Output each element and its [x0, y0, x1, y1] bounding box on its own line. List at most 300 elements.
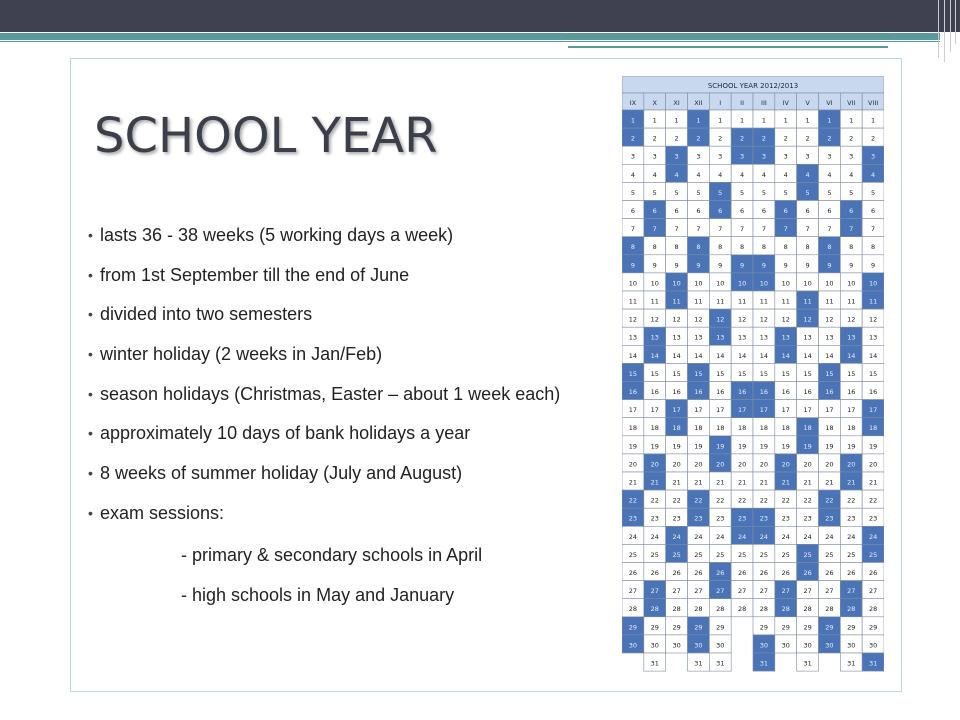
day-number: 12: [628, 315, 638, 324]
day-number: 14: [781, 351, 790, 360]
day-number: 15: [781, 369, 790, 378]
day-number: 12: [694, 315, 703, 324]
day-number: 14: [672, 351, 681, 360]
day-number: 11: [825, 297, 834, 306]
day-number: 9: [740, 261, 745, 270]
day-number: 22: [716, 496, 725, 505]
bullet-text: exam sessions:: [100, 502, 225, 523]
day-number: 15: [672, 369, 681, 378]
bullet-text: approximately 10 days of bank holidays a year: [100, 423, 471, 444]
month-header-label: IV: [782, 99, 789, 107]
day-number: 21: [672, 478, 681, 487]
day-number: 25: [781, 550, 790, 559]
day-number: 3: [674, 152, 679, 161]
bullet-text: winter holiday (2 weeks in Jan/Feb): [100, 344, 383, 365]
day-number: 20: [803, 460, 812, 469]
day-number: 29: [847, 623, 856, 632]
day-number: 10: [694, 279, 703, 288]
day-number: 4: [827, 170, 832, 179]
bullet-text: divided into two semesters: [100, 304, 313, 325]
day-number: 14: [628, 351, 638, 360]
day-number: 19: [803, 442, 812, 451]
day-number: 7: [849, 225, 854, 234]
day-number: 4: [871, 170, 876, 179]
day-number: 3: [696, 152, 701, 161]
day-number: 10: [825, 279, 834, 288]
day-number: 5: [630, 188, 635, 197]
day-number: 18: [759, 424, 769, 433]
day-number: 26: [628, 569, 638, 577]
day-number: 19: [672, 442, 681, 451]
day-number: 16: [716, 388, 725, 396]
day-number: 22: [868, 496, 878, 505]
day-number: 20: [868, 460, 878, 469]
day-number: 9: [761, 261, 766, 270]
day-number: 15: [737, 369, 747, 378]
day-number: 17: [694, 406, 703, 415]
day-number: 16: [628, 388, 638, 396]
day-number: 14: [803, 351, 812, 360]
day-number: 7: [740, 225, 745, 234]
day-number: 25: [716, 550, 725, 559]
day-number: 22: [825, 496, 834, 505]
day-number: 29: [650, 623, 659, 632]
day-number: 20: [737, 460, 747, 469]
day-number: 24: [759, 532, 769, 541]
day-number: 19: [650, 442, 659, 451]
day-number: 30: [759, 641, 769, 650]
month-header-label: XII: [694, 99, 703, 107]
bullet-item: [88, 262, 560, 302]
day-number: 1: [674, 116, 679, 125]
day-number: 24: [781, 532, 790, 541]
day-number: 19: [825, 442, 834, 451]
day-number: 7: [630, 225, 635, 234]
day-number: 6: [718, 207, 723, 215]
day-number: 13: [847, 333, 856, 342]
day-number: 22: [650, 496, 659, 505]
month-header-label: I: [719, 99, 722, 107]
day-number: 19: [868, 442, 878, 451]
day-number: 18: [650, 424, 659, 433]
day-number: 3: [783, 152, 788, 161]
day-number: 13: [803, 333, 812, 342]
day-number: 22: [803, 496, 812, 505]
day-number: 29: [825, 623, 834, 632]
day-number: 14: [868, 351, 878, 360]
day-number: 3: [740, 152, 745, 161]
day-number: 8: [674, 243, 679, 252]
day-number: 9: [827, 261, 832, 270]
day-number: 27: [628, 587, 638, 596]
day-number: 2: [674, 134, 679, 143]
day-number: 18: [716, 424, 725, 433]
day-number: 21: [650, 478, 659, 487]
bullet-dot-icon: •: [88, 306, 93, 323]
day-number: 3: [849, 152, 854, 161]
day-number: 26: [694, 569, 703, 577]
bullet-item: [88, 381, 560, 421]
day-number: 21: [825, 478, 834, 487]
day-number: 19: [759, 442, 769, 451]
day-number: 20: [781, 460, 790, 469]
day-number: 8: [871, 243, 876, 252]
day-number: 4: [696, 170, 701, 179]
day-number: 2: [783, 134, 788, 143]
day-number: 7: [652, 225, 657, 234]
day-number: 20: [672, 460, 681, 469]
day-number: 21: [781, 478, 790, 487]
day-number: 8: [805, 243, 810, 252]
day-number: 12: [803, 315, 812, 324]
day-number: 28: [737, 605, 747, 614]
day-number: 2: [849, 134, 854, 143]
day-number: 11: [650, 297, 659, 306]
day-number: 7: [783, 225, 788, 234]
day-number: 10: [672, 279, 681, 288]
day-number: 29: [694, 623, 703, 632]
day-number: 10: [628, 279, 638, 288]
day-number: 5: [783, 188, 788, 197]
day-number: 2: [805, 134, 810, 143]
bullet-item: [88, 500, 560, 540]
day-number: 14: [737, 351, 747, 360]
day-number: 21: [759, 478, 769, 487]
day-number: 11: [716, 297, 725, 306]
day-number: 1: [696, 116, 701, 125]
day-number: 15: [825, 369, 834, 378]
sub-bullet-item: - primary & secondary schools in April: [181, 545, 483, 565]
day-number: 2: [827, 134, 832, 143]
day-number: 2: [761, 134, 766, 143]
day-number: 26: [847, 569, 856, 577]
bullet-dot-icon: •: [88, 266, 93, 283]
day-number: 26: [868, 569, 878, 577]
day-number: 24: [672, 532, 681, 541]
day-number: 23: [737, 514, 747, 523]
day-number: 28: [672, 605, 681, 614]
day-number: 11: [847, 297, 856, 306]
day-number: 8: [827, 243, 832, 252]
day-number: 18: [672, 424, 681, 433]
day-number: 6: [740, 207, 745, 215]
month-header-label: VI: [826, 99, 833, 107]
day-number: 28: [716, 605, 725, 614]
day-number: 30: [803, 641, 812, 650]
day-number: 20: [759, 460, 769, 469]
day-number: 16: [825, 388, 834, 396]
day-number: 23: [650, 514, 659, 523]
bullet-dot-icon: •: [88, 227, 93, 243]
day-number: 3: [652, 152, 657, 161]
day-number: 19: [847, 442, 856, 451]
day-number: 23: [628, 514, 638, 523]
day-number: 1: [871, 116, 876, 125]
day-number: 13: [716, 333, 725, 342]
day-number: 17: [825, 406, 834, 415]
bullet-dot-icon: •: [88, 504, 93, 521]
day-number: 26: [716, 569, 725, 577]
day-number: 19: [781, 442, 790, 451]
day-number: 26: [672, 569, 681, 577]
day-number: 24: [803, 532, 812, 541]
day-number: 7: [827, 225, 832, 234]
day-number: 6: [652, 207, 657, 215]
day-number: 6: [696, 207, 701, 215]
day-number: 10: [737, 279, 747, 288]
day-number: 24: [628, 532, 638, 541]
day-number: 26: [803, 569, 812, 577]
day-number: 20: [694, 460, 703, 469]
day-number: 5: [718, 188, 723, 197]
day-number: 1: [827, 116, 832, 125]
day-number: 25: [628, 550, 638, 559]
day-number: 4: [674, 170, 679, 179]
day-number: 27: [759, 587, 769, 596]
day-number: 30: [650, 641, 659, 650]
day-number: 16: [694, 388, 703, 396]
day-number: 18: [694, 424, 703, 433]
day-number: 24: [694, 532, 703, 541]
day-number: 7: [805, 225, 810, 234]
day-number: 2: [652, 134, 657, 143]
day-number: 10: [759, 279, 769, 288]
day-number: 3: [718, 152, 723, 161]
day-number: 24: [825, 532, 834, 541]
day-number: 30: [825, 641, 834, 650]
day-number: 4: [783, 170, 788, 179]
day-number: 4: [740, 170, 745, 179]
day-number: 9: [652, 261, 657, 270]
day-number: 22: [737, 496, 747, 505]
day-number: 23: [803, 514, 812, 523]
day-number: 10: [868, 279, 878, 288]
day-number: 5: [761, 188, 766, 197]
day-number: 21: [868, 478, 878, 487]
day-number: 6: [761, 207, 766, 215]
day-number: 27: [825, 587, 834, 596]
day-number: 23: [868, 514, 878, 523]
day-number: 28: [759, 605, 769, 614]
day-number: 19: [628, 442, 638, 451]
day-number: 31: [694, 659, 703, 668]
day-number: 26: [759, 569, 769, 577]
day-number: 10: [716, 279, 725, 288]
day-number: 12: [781, 315, 790, 324]
day-number: 26: [650, 569, 659, 577]
day-number: 2: [740, 134, 745, 143]
day-number: 24: [650, 532, 659, 541]
day-number: 10: [781, 279, 790, 288]
day-number: 17: [737, 406, 747, 415]
day-number: 20: [847, 460, 856, 469]
day-number: 30: [716, 641, 725, 650]
bullet-item: [88, 222, 560, 262]
day-number: 9: [805, 261, 810, 270]
top-thin-line: [0, 41, 940, 42]
day-number: 18: [781, 424, 790, 433]
bullet-list: [88, 222, 560, 540]
day-number: 28: [847, 605, 856, 614]
day-number: 23: [672, 514, 681, 523]
day-number: 13: [672, 333, 681, 342]
day-number: 21: [694, 478, 703, 487]
day-number: 12: [759, 315, 769, 324]
month-header-label: II: [740, 99, 745, 107]
day-number: 13: [737, 333, 747, 342]
day-number: 17: [847, 406, 856, 415]
day-number: 5: [696, 188, 701, 197]
day-number: 16: [672, 388, 681, 396]
day-number: 2: [871, 134, 876, 143]
day-number: 7: [718, 225, 723, 234]
day-number: 6: [630, 207, 635, 215]
day-number: 6: [805, 207, 810, 215]
day-number: 17: [803, 406, 812, 415]
accent-line: [568, 46, 888, 48]
corner-stripe: [955, 0, 956, 44]
day-number: 29: [759, 623, 769, 632]
bullet-dot-icon: •: [88, 425, 93, 442]
corner-stripe: [950, 0, 951, 52]
day-number: 14: [716, 351, 725, 360]
day-number: 16: [759, 388, 769, 396]
day-number: 5: [740, 188, 745, 197]
day-number: 3: [761, 152, 766, 161]
bullet-text: lasts 36 - 38 weeks (5 working days a week): [100, 225, 454, 245]
day-number: 5: [805, 188, 810, 197]
day-number: 30: [672, 641, 681, 650]
day-number: 31: [847, 659, 856, 668]
day-number: 18: [737, 424, 747, 433]
day-number: 30: [781, 641, 790, 650]
day-number: 17: [628, 406, 638, 415]
day-number: 10: [847, 279, 856, 288]
day-number: 28: [825, 605, 834, 614]
day-number: 16: [650, 388, 659, 396]
month-header-label: X: [652, 99, 657, 107]
day-number: 28: [803, 605, 812, 614]
day-number: 17: [650, 406, 659, 415]
day-number: 19: [716, 442, 725, 451]
day-number: 31: [650, 659, 659, 668]
month-header-label: V: [805, 99, 810, 107]
day-number: 5: [652, 188, 657, 197]
day-number: 1: [718, 116, 723, 125]
day-number: 23: [825, 514, 834, 523]
day-number: 2: [630, 134, 635, 143]
day-number: 29: [803, 623, 812, 632]
day-number: 24: [868, 532, 878, 541]
day-number: 27: [694, 587, 703, 596]
top-teal-bar: [0, 33, 940, 40]
day-number: 14: [759, 351, 769, 360]
day-number: 1: [740, 116, 745, 125]
day-number: 8: [652, 243, 657, 252]
day-number: 21: [628, 478, 638, 487]
day-number: 3: [827, 152, 832, 161]
day-number: 21: [847, 478, 856, 487]
day-number: 11: [759, 297, 769, 306]
month-header-label: VIII: [867, 99, 879, 107]
day-number: 1: [805, 116, 810, 125]
day-number: 6: [674, 207, 679, 215]
bullet-item: [88, 420, 560, 460]
day-number: 21: [737, 478, 747, 487]
day-number: 21: [803, 478, 812, 487]
day-number: 23: [694, 514, 703, 523]
sub-bullet-item: - high schools in May and January: [181, 585, 455, 605]
day-number: 13: [759, 333, 769, 342]
corner-stripe: [938, 0, 939, 58]
day-number: 8: [718, 243, 723, 252]
day-number: 5: [871, 188, 876, 197]
day-number: 13: [694, 333, 703, 342]
day-number: 23: [759, 514, 769, 523]
month-header-label: VII: [847, 99, 856, 107]
day-number: 25: [737, 550, 747, 559]
day-number: 30: [694, 641, 703, 650]
school-year-calendar: [622, 76, 884, 677]
day-number: 4: [761, 170, 766, 179]
day-number: 4: [849, 170, 854, 179]
day-number: 30: [628, 641, 638, 650]
day-number: 29: [716, 623, 725, 632]
day-number: 29: [672, 623, 681, 632]
day-number: 28: [650, 605, 659, 614]
bullet-item: [88, 460, 560, 500]
day-number: 13: [628, 333, 638, 342]
day-number: 18: [825, 424, 834, 433]
day-number: 14: [825, 351, 834, 360]
day-number: 20: [716, 460, 725, 469]
day-number: 6: [871, 207, 876, 215]
day-number: 14: [847, 351, 856, 360]
day-number: 24: [716, 532, 725, 541]
day-number: 15: [628, 369, 638, 378]
day-number: 4: [805, 170, 810, 179]
day-number: 11: [672, 297, 681, 306]
day-number: 4: [630, 170, 635, 179]
day-number: 10: [803, 279, 812, 288]
day-number: 31: [759, 659, 769, 668]
day-number: 6: [827, 207, 832, 215]
day-number: 23: [781, 514, 790, 523]
day-number: 11: [868, 297, 878, 306]
day-number: 4: [718, 170, 723, 179]
day-number: 8: [696, 243, 701, 252]
day-number: 27: [868, 587, 878, 596]
day-number: 14: [650, 351, 659, 360]
day-number: 28: [868, 605, 878, 614]
bullet-text: 8 weeks of summer holiday (July and August): [100, 463, 463, 484]
day-number: 25: [694, 550, 703, 559]
sub-bullet-list: [181, 542, 482, 622]
day-number: 12: [825, 315, 834, 324]
month-header-label: III: [761, 99, 767, 107]
day-number: 13: [868, 333, 878, 342]
day-number: 1: [652, 116, 657, 125]
top-dark-bar: [0, 0, 960, 32]
day-number: 23: [847, 514, 856, 523]
calendar-grid: [622, 76, 884, 677]
day-number: 16: [868, 388, 878, 396]
day-number: 18: [847, 424, 856, 433]
day-number: 17: [868, 406, 878, 415]
day-number: 28: [628, 605, 638, 614]
day-number: 27: [847, 587, 856, 596]
day-number: 15: [650, 369, 659, 378]
